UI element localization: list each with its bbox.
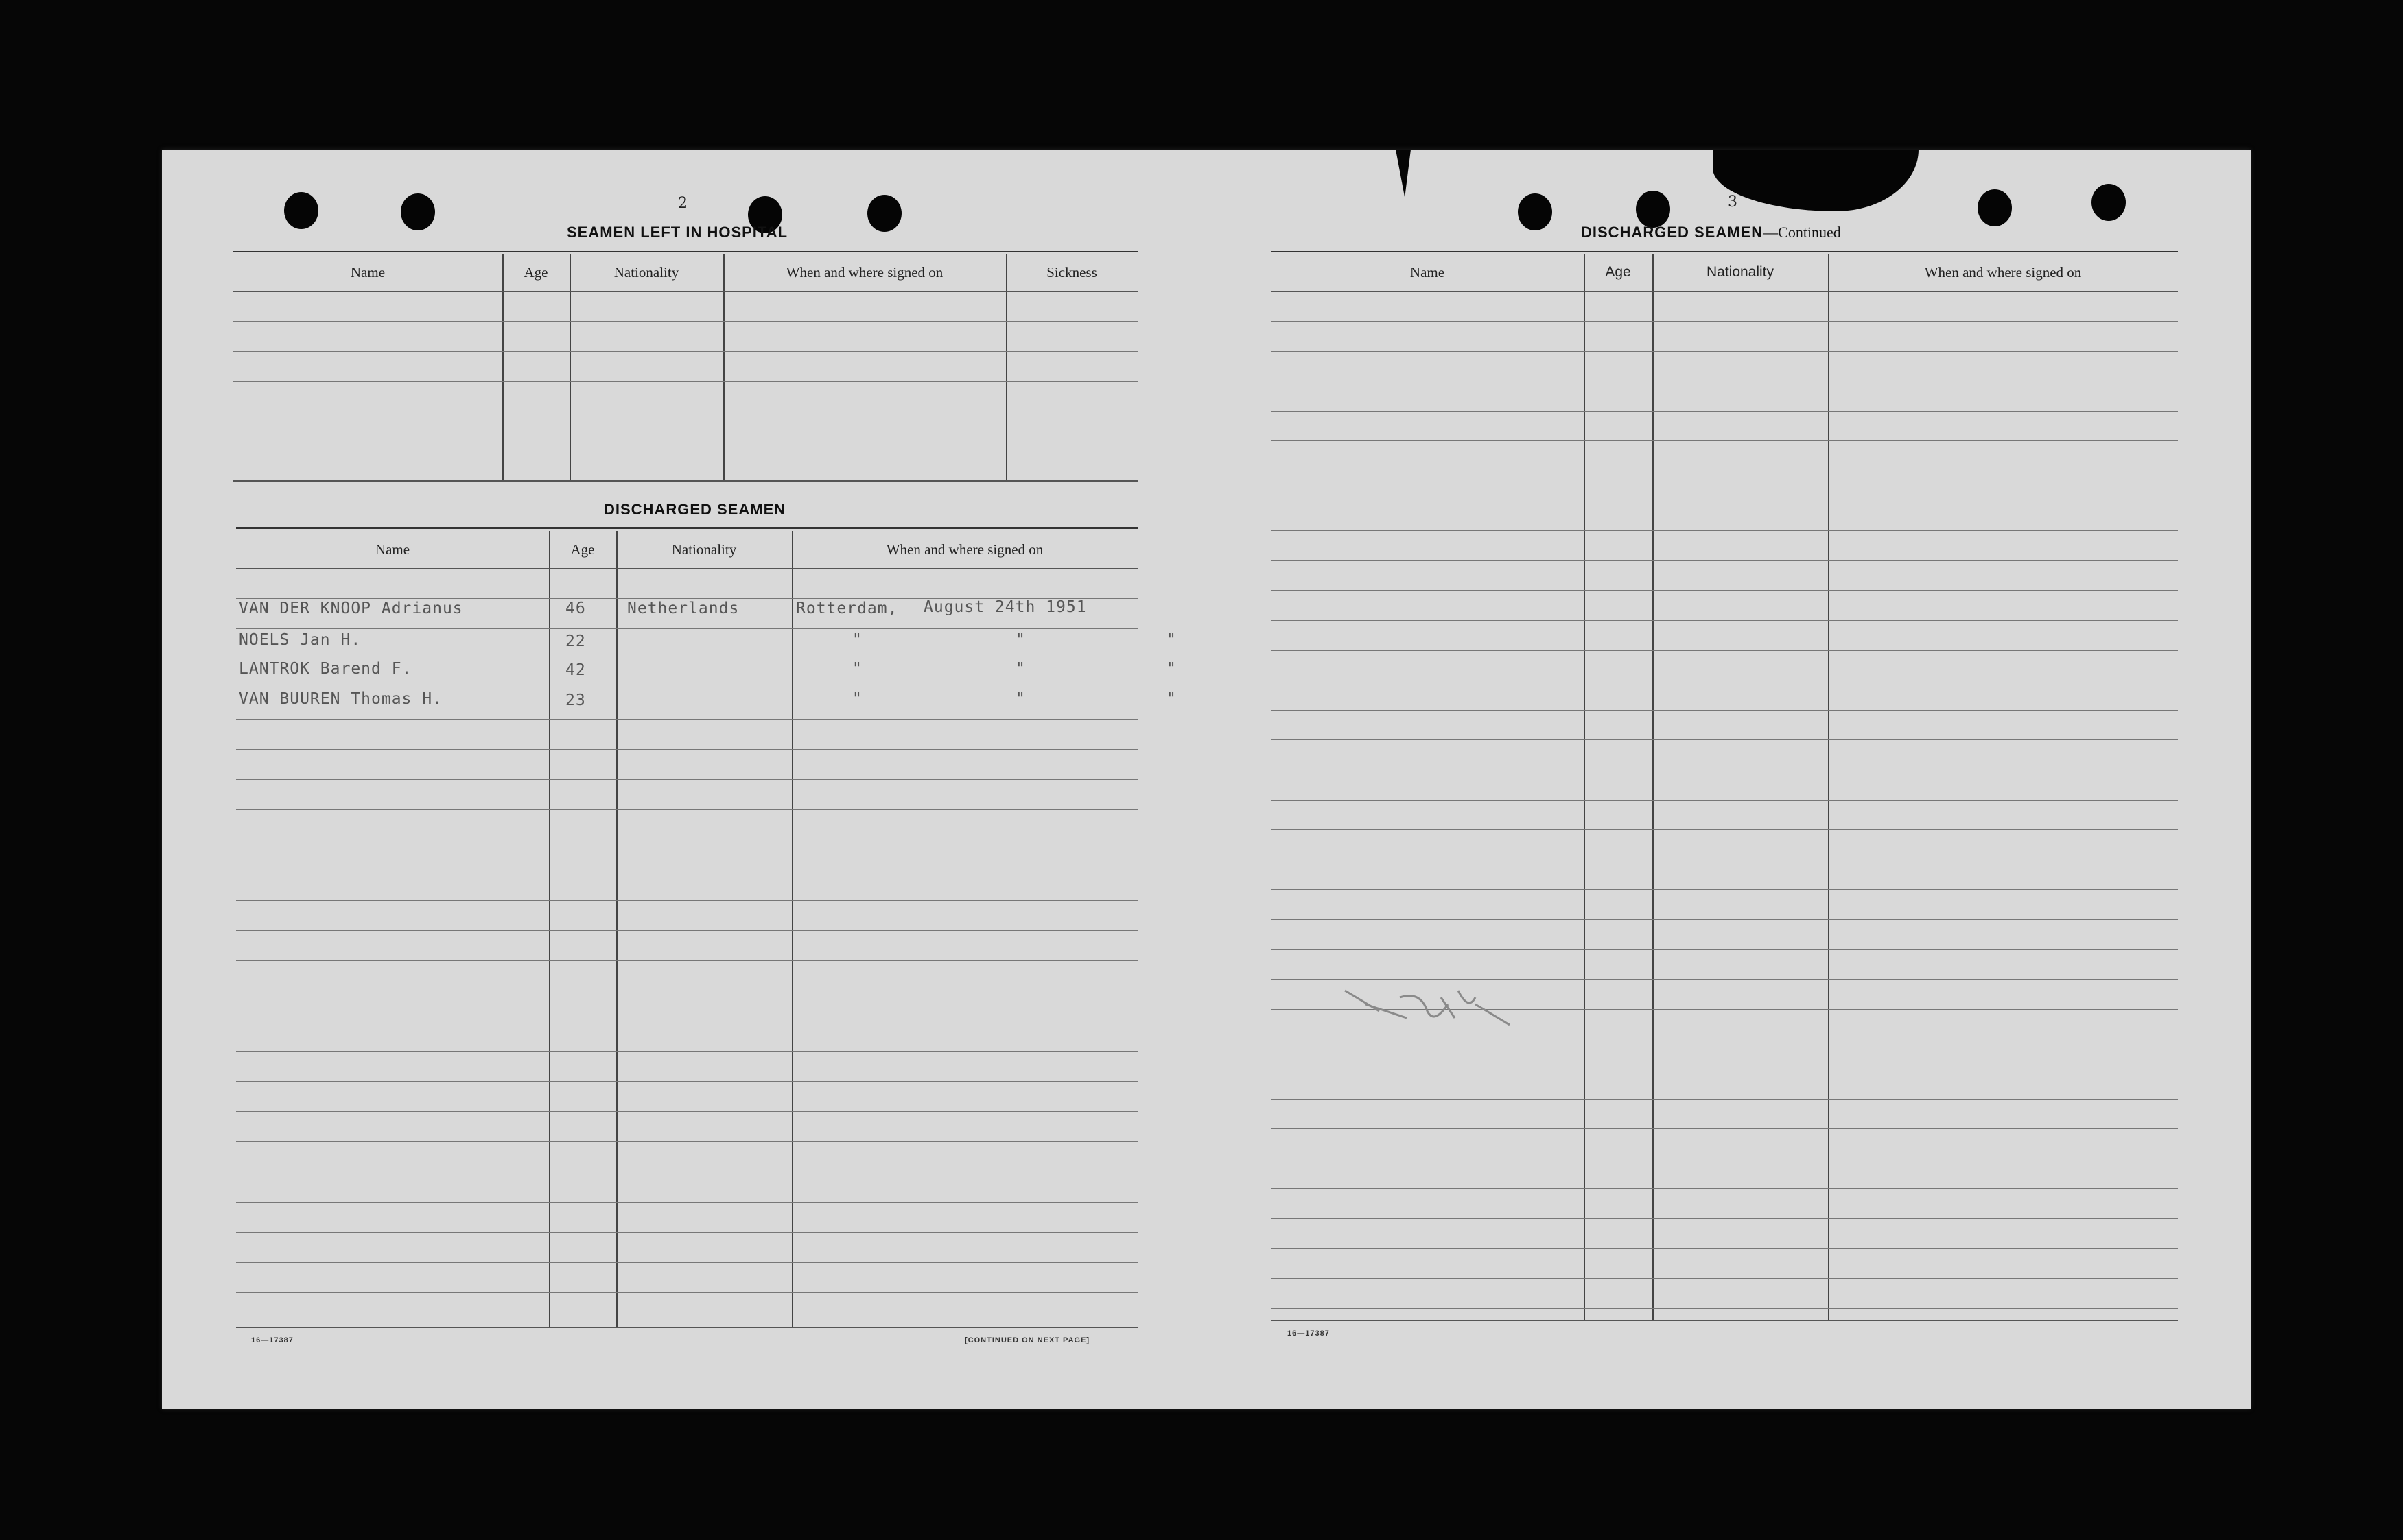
entry-signed-place: " xyxy=(1016,660,1026,678)
row-rule xyxy=(1271,321,2178,322)
discharged-top-rule xyxy=(236,527,1138,529)
punch-hole xyxy=(2091,184,2126,221)
left-form-number: 16—17387 xyxy=(251,1336,294,1344)
entry-nationality: " xyxy=(852,631,863,649)
punch-hole xyxy=(1636,191,1670,228)
column-divider xyxy=(1828,254,1829,1321)
punch-hole xyxy=(1518,193,1552,230)
column-divider xyxy=(792,531,793,1328)
column-divider xyxy=(502,254,504,482)
row-rule xyxy=(236,1081,1138,1082)
entry-age: 42 xyxy=(565,661,586,679)
hospital-top-rule xyxy=(233,250,1138,252)
col-header-nationality: Nationality xyxy=(1706,264,1774,280)
row-rule xyxy=(236,809,1138,810)
col-header-name: Name xyxy=(1409,263,1445,281)
row-rule xyxy=(236,960,1138,961)
punch-hole xyxy=(1978,189,2012,226)
row-rule xyxy=(236,568,1138,569)
right-form-number: 16—17387 xyxy=(1287,1329,1330,1338)
col-header-nationality: Nationality xyxy=(613,263,679,281)
discharged-table xyxy=(236,531,1177,1328)
row-rule xyxy=(236,1111,1138,1112)
entry-nationality: Netherlands xyxy=(627,600,740,617)
row-rule xyxy=(1271,1248,2178,1249)
continued-note: [CONTINUED ON NEXT PAGE] xyxy=(965,1336,1090,1344)
col-header-signed-on: When and where signed on xyxy=(786,263,943,281)
column-divider xyxy=(1584,254,1585,1321)
row-rule xyxy=(233,321,1138,322)
row-rule xyxy=(1271,829,2178,830)
entry-name: LANTROK Barend F. xyxy=(239,660,412,678)
punch-hole xyxy=(867,195,902,232)
row-rule xyxy=(1271,800,2178,801)
column-divider xyxy=(549,531,550,1328)
entry-name: VAN DER KNOOP Adrianus xyxy=(239,600,463,617)
right-section-title-continued: —Continued xyxy=(1763,224,1841,241)
punch-hole xyxy=(284,192,318,229)
entry-signed-date: " xyxy=(1167,631,1177,649)
row-rule xyxy=(1271,1278,2178,1279)
row-rule xyxy=(1271,919,2178,920)
row-rule xyxy=(1271,710,2178,711)
document-sheet xyxy=(162,150,2251,1409)
column-divider xyxy=(616,531,618,1328)
row-rule xyxy=(1271,1188,2178,1189)
col-header-age: Age xyxy=(570,541,595,558)
col-header-age: Age xyxy=(524,263,548,281)
row-rule xyxy=(1271,1218,2178,1219)
row-rule xyxy=(1271,440,2178,441)
col-header-name: Name xyxy=(350,263,386,281)
column-divider xyxy=(1006,254,1007,482)
row-rule xyxy=(236,1327,1138,1328)
right-discharged-table xyxy=(1271,254,2178,1321)
entry-signed-date: " xyxy=(1167,660,1177,678)
row-rule xyxy=(1271,620,2178,621)
row-rule xyxy=(236,749,1138,750)
row-rule xyxy=(233,480,1138,482)
row-rule xyxy=(1271,1099,2178,1100)
row-rule xyxy=(233,291,1138,292)
entry-signed-date: " xyxy=(1167,690,1177,708)
row-rule xyxy=(236,1141,1138,1142)
row-rule xyxy=(1271,351,2178,352)
row-rule xyxy=(1271,291,2178,292)
entry-nationality: " xyxy=(852,660,863,678)
col-header-name: Name xyxy=(375,541,410,558)
right-page-number: 3 xyxy=(1728,193,1737,211)
column-divider xyxy=(1652,254,1654,1321)
row-rule xyxy=(1271,560,2178,561)
entry-age: 22 xyxy=(565,632,586,650)
row-rule xyxy=(236,1292,1138,1293)
punch-hole xyxy=(401,193,435,230)
discharged-section-title: DISCHARGED SEAMEN xyxy=(604,501,786,518)
column-divider xyxy=(723,254,725,482)
torn-paper-damage xyxy=(1713,150,1919,211)
right-section-title-bold: DISCHARGED SEAMEN xyxy=(1581,224,1763,241)
col-header-nationality: Nationality xyxy=(671,541,737,558)
row-rule xyxy=(236,1262,1138,1263)
torn-paper-damage xyxy=(1396,150,1411,198)
row-rule xyxy=(233,381,1138,382)
left-page-number: 2 xyxy=(678,195,688,212)
row-rule xyxy=(1271,949,2178,950)
right-section-title xyxy=(1581,224,1841,241)
row-rule xyxy=(1271,530,2178,531)
col-header-signed-on: When and where signed on xyxy=(886,541,1044,558)
row-rule xyxy=(1271,889,2178,890)
row-rule xyxy=(1271,739,2178,740)
entry-signed-place: Rotterdam, xyxy=(796,600,898,617)
entry-name: NOELS Jan H. xyxy=(239,631,362,649)
hospital-section-title: SEAMEN LEFT IN HOSPITAL xyxy=(567,224,788,241)
row-rule xyxy=(233,351,1138,352)
right-top-rule xyxy=(1271,250,2178,252)
row-rule xyxy=(1271,1308,2178,1309)
row-rule xyxy=(1271,590,2178,591)
row-rule xyxy=(1271,1320,2178,1321)
row-rule xyxy=(236,719,1138,720)
column-divider xyxy=(570,254,571,482)
hospital-table xyxy=(233,254,1138,482)
entry-age: 23 xyxy=(565,691,586,709)
entry-signed-place: " xyxy=(1016,631,1026,649)
faint-stamp-mark xyxy=(1338,963,1516,1045)
entry-signed-place: " xyxy=(1016,690,1026,708)
row-rule xyxy=(236,930,1138,931)
entry-name: VAN BUUREN Thomas H. xyxy=(239,690,443,708)
row-rule xyxy=(236,900,1138,901)
row-rule xyxy=(236,628,1138,629)
row-rule xyxy=(236,779,1138,780)
col-header-signed-on: When and where signed on xyxy=(1924,263,2082,281)
row-rule xyxy=(1271,411,2178,412)
entry-signed-date: August 24th 1951 xyxy=(924,598,1087,616)
row-rule xyxy=(236,1232,1138,1233)
col-header-sickness: Sickness xyxy=(1046,263,1097,281)
row-rule xyxy=(236,1202,1138,1203)
row-rule xyxy=(1271,650,2178,651)
entry-nationality: " xyxy=(852,690,863,708)
row-rule xyxy=(236,1051,1138,1052)
col-header-age: Age xyxy=(1605,264,1631,280)
entry-age: 46 xyxy=(565,600,586,617)
row-rule xyxy=(1271,1128,2178,1129)
